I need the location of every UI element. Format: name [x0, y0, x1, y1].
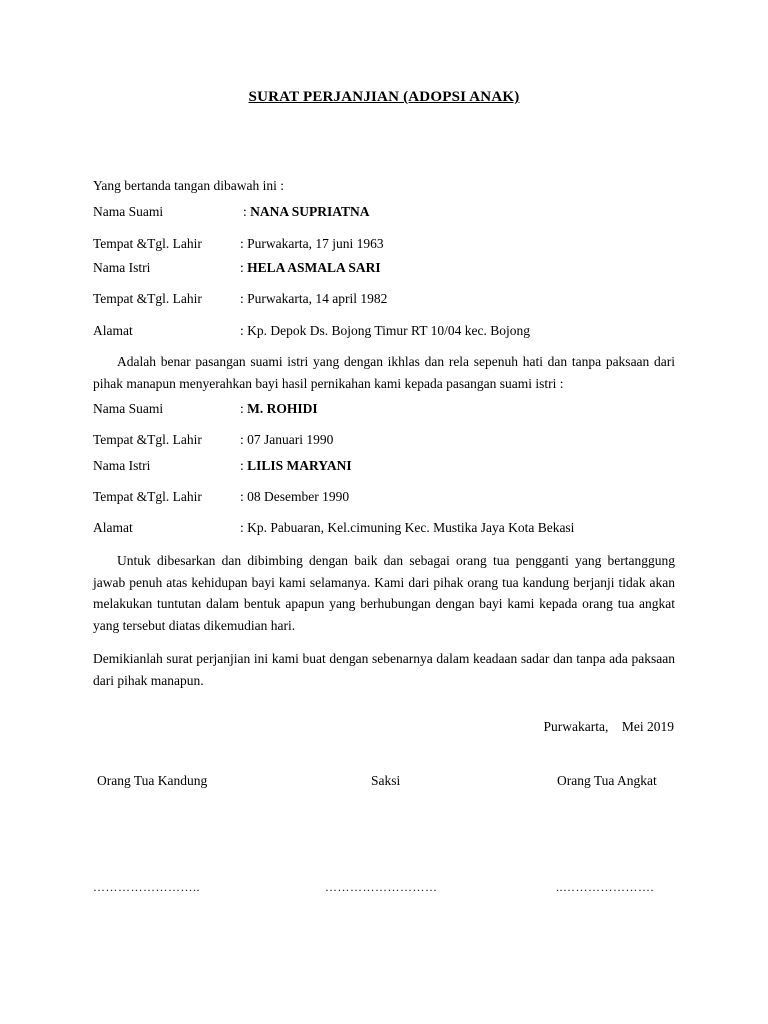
- address: Kp. Pabuaran, Kel.cimuning Kec. Mustika Jaya Kota Bekasi: [247, 520, 575, 535]
- wife-name: LILIS MARYANI: [247, 458, 352, 473]
- signature-line-witness: ………………………: [325, 880, 438, 894]
- paragraph-commitment: Untuk dibesarkan dan dibimbing dengan baik dan sebagai orang tua pengganti yang bertanggung jawab penuh atas kehidupan bayi kami selamanya. Kami dari pihak orang tua kandung berjanji tidak akan melakukan tuntutan dalam bentuk apapun yang berhubungan dengan bayi kami kepada orang tua angkat yang tersebut diatas dikemudian hari.: [93, 553, 675, 633]
- field-label: Nama Suami: [93, 204, 164, 219]
- intro-text: Yang bertanda tangan dibawah ini :: [93, 178, 284, 193]
- field-label: Tempat &Tgl. Lahir: [93, 489, 202, 504]
- field-value: : M. ROHIDI: [240, 401, 318, 416]
- field-label: Nama Istri: [93, 260, 151, 275]
- field-value: : 08 Desember 1990: [240, 489, 350, 504]
- signature-label-witness: Saksi: [371, 773, 401, 788]
- field-value: : HELA ASMALA SARI: [240, 260, 381, 275]
- paragraph-statement: Adalah benar pasangan suami istri yang dengan ikhlas dan rela sepenuh hati dan tanpa paksaan dari pihak manapun menyerahkan bayi hasil pernikahan kami kepada pasangan suami istri :: [93, 354, 675, 391]
- document-title: SURAT PERJANJIAN (ADOPSI ANAK): [248, 89, 520, 105]
- signature-line-adoptive-parents: ..………………….: [556, 880, 654, 894]
- wife-name: HELA ASMALA SARI: [247, 260, 381, 275]
- place-date: Purwakarta, Mei 2019: [543, 719, 674, 734]
- husband-birth: Purwakarta, 17 juni 1963: [247, 236, 384, 251]
- signature-label-adoptive-parents: Orang Tua Angkat: [557, 773, 657, 788]
- field-value: : 07 Januari 1990: [240, 432, 334, 447]
- field-label: Nama Suami: [93, 401, 164, 416]
- field-value: : Kp. Pabuaran, Kel.cimuning Kec. Mustika Jaya Kota Bekasi: [240, 520, 575, 535]
- field-value: : Purwakarta, 14 april 1982: [240, 291, 388, 306]
- signature-label-biological-parents: Orang Tua Kandung: [97, 773, 208, 788]
- field-label: Tempat &Tgl. Lahir: [93, 432, 202, 447]
- field-value: : Purwakarta, 17 juni 1963: [240, 236, 384, 251]
- field-label: Nama Istri: [93, 458, 151, 473]
- signature-line-biological-parents: ……………………..: [93, 880, 200, 894]
- field-value: : Kp. Depok Ds. Bojong Timur RT 10/04 kec. Bojong: [240, 323, 530, 338]
- husband-name: NANA SUPRIATNA: [250, 204, 370, 219]
- address: Kp. Depok Ds. Bojong Timur RT 10/04 kec. Bojong: [247, 323, 530, 338]
- wife-birth: 08 Desember 1990: [247, 489, 350, 504]
- field-label: Alamat: [93, 520, 133, 535]
- field-label: Alamat: [93, 323, 133, 338]
- husband-name: M. ROHIDI: [247, 401, 318, 416]
- field-value: : NANA SUPRIATNA: [243, 204, 370, 219]
- field-label: Tempat &Tgl. Lahir: [93, 236, 202, 251]
- field-label: Tempat &Tgl. Lahir: [93, 291, 202, 306]
- field-value: : LILIS MARYANI: [240, 458, 352, 473]
- paragraph-closing: Demikianlah surat perjanjian ini kami buat dengan sebenarnya dalam keadaan sadar dan tanpa ada paksaan dari pihak manapun.: [93, 651, 675, 688]
- wife-birth: Purwakarta, 14 april 1982: [247, 291, 388, 306]
- husband-birth: 07 Januari 1990: [247, 432, 334, 447]
